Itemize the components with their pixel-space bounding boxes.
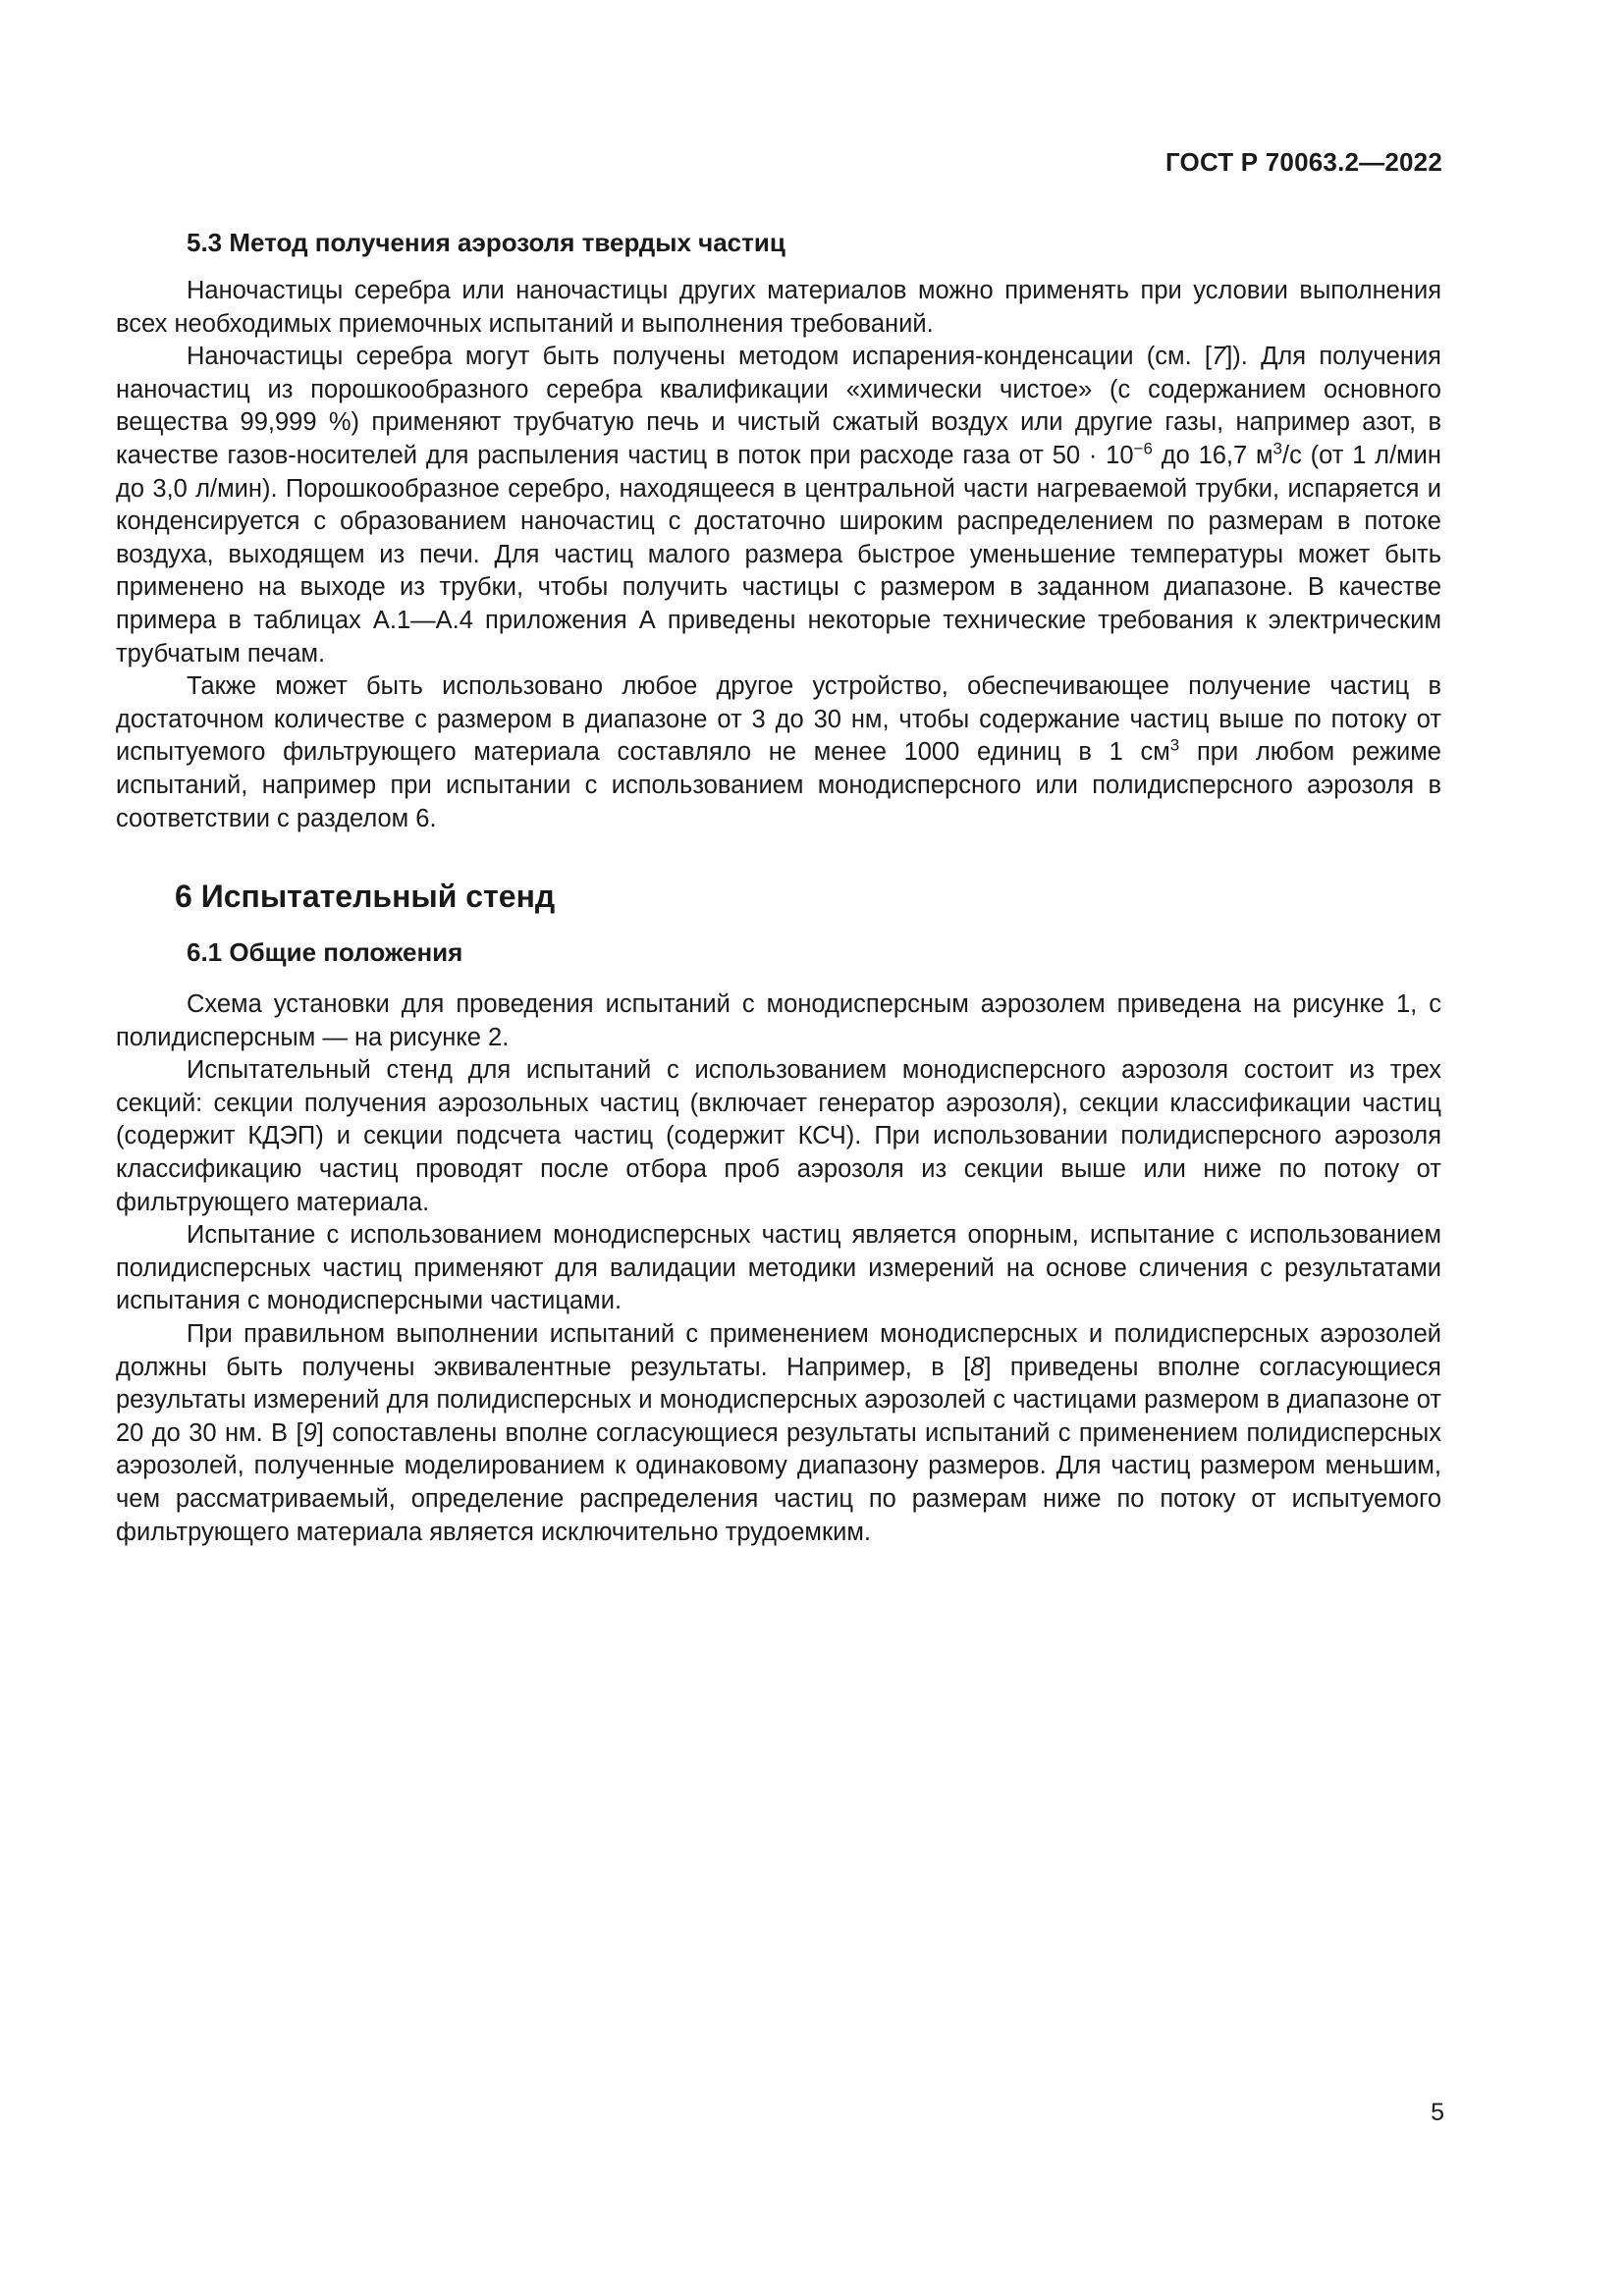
paragraph-6-1-4: [116, 1318, 1441, 1549]
page-number: 5: [1431, 2099, 1444, 2126]
text-run: ]). Для получения наночастиц из порошкообразного серебра квалификации «химически чистое» (с содержанием основного вещества 99,999 %) применяют трубчатую печь и чистый сжатый воздух или другие газы, например азот, в качестве газов-носителей для распыления частиц в поток при расходе газа от 50 · 10: [116, 343, 1441, 469]
text-run: до 16,7 м: [1152, 441, 1273, 469]
text-run: /с (от 1 л/мин до 3,0 л/мин). Порошкообразное серебро, находящееся в центральной части нагреваемой трубки, испаряется и конденсируется с образованием наночастиц с достаточно широким распределением по размерам в потоке воздуха, выходящем из печи. Для частиц малого размера быстрое уменьшение температуры может быть применено на выходе из трубки, чтобы получить частицы с размером в заданном диапазоне. В качестве примера в таблицах А.1—А.4 приложения А приведены некоторые технические требования к электрическим трубчатым печам.: [116, 441, 1442, 667]
text-run: при любом режиме испытаний, например при испытании с использованием монодисперсного или полидисперсного аэрозоля в соответствии с разделом 6.: [116, 738, 1441, 832]
reference-7: 7: [1212, 343, 1226, 371]
superscript-cubic: 3: [1272, 439, 1282, 458]
document-code: ГОСТ Р 70063.2—2022: [1164, 147, 1442, 177]
text-run: Наночастицы серебра могут быть получены методом испарения-конденсации (см. [: [187, 343, 1212, 371]
text-run: ] приведены вполне согласующиеся результаты измерений для полидисперсных и монодисперсных аэрозолей с частицами размером в диапазоне от 20 до 30 нм. В [: [116, 1353, 1441, 1447]
heading-6-1: 6.1 Общие положения: [187, 937, 463, 968]
reference-8: 8: [970, 1353, 985, 1381]
heading-6: 6 Испытательный стенд: [175, 879, 556, 915]
text-run: ] сопоставлены вполне согласующиеся результаты испытаний с применением полидисперсных аэрозолей, полученные моделированием к одинаковому диапазону размеров. Для частиц размером меньшим, чем рассматриваемый, определение распределения частиц по размерам ниже по потоку от испытуемого фильтрующего материала является исключительно трудоемким.: [116, 1418, 1441, 1546]
heading-5-3: 5.3 Метод получения аэрозоля твердых частиц: [187, 228, 785, 257]
page-content: [116, 226, 1441, 1549]
superscript-exponent: −6: [1133, 439, 1153, 458]
reference-9: 9: [302, 1418, 317, 1447]
text-run: Также может быть использовано любое другое устройство, обеспечивающее получение частиц в достаточном количестве с размером в диапазоне от 3 до 30 нм, чтобы содержание частиц выше по потоку от испытуемого фильтрующего материала составляло не менее 1000 единиц в 1 см: [116, 672, 1441, 767]
superscript-cubic: 3: [1169, 735, 1180, 755]
paragraph-5-3-3: [116, 670, 1441, 835]
text-run: При правильном выполнении испытаний с применением монодисперсных и полидисперсных аэрозолей должны быть получены эквивалентные результаты. Например, в [: [116, 1320, 1441, 1381]
paragraph-6-1-1: Схема установки для проведения испытаний с монодисперсным аэрозолем приведена на рисунке 1, с полидисперсным — на рисунке 2.: [116, 990, 1441, 1051]
paragraph-6-1-2: Испытательный стенд для испытаний с использованием монодисперсного аэрозоля состоит из трех секций: секции получения аэрозольных частиц (включает генератор аэрозоля), секции классификации частиц (содержит КДЭП) и секции подсчета частиц (содержит КСЧ). При использовании полидисперсного аэрозоля классификацию частиц проводят после отбора проб аэрозоля из секции выше или ниже по потоку от фильтрующего материала.: [116, 1056, 1441, 1216]
paragraph-6-1-3: Испытание с использованием монодисперсных частиц является опорным, испытание с использованием полидисперсных частиц применяют для валидации методики измерений на основе сличения с результатами испытания с монодисперсными частицами.: [116, 1221, 1441, 1315]
paragraph-5-3-2: [116, 341, 1441, 670]
paragraph-5-3-1: Наночастицы серебра или наночастицы других материалов можно применять при условии выполнения всех необходимых приемочных испытаний и выполнения требований.: [116, 277, 1441, 338]
